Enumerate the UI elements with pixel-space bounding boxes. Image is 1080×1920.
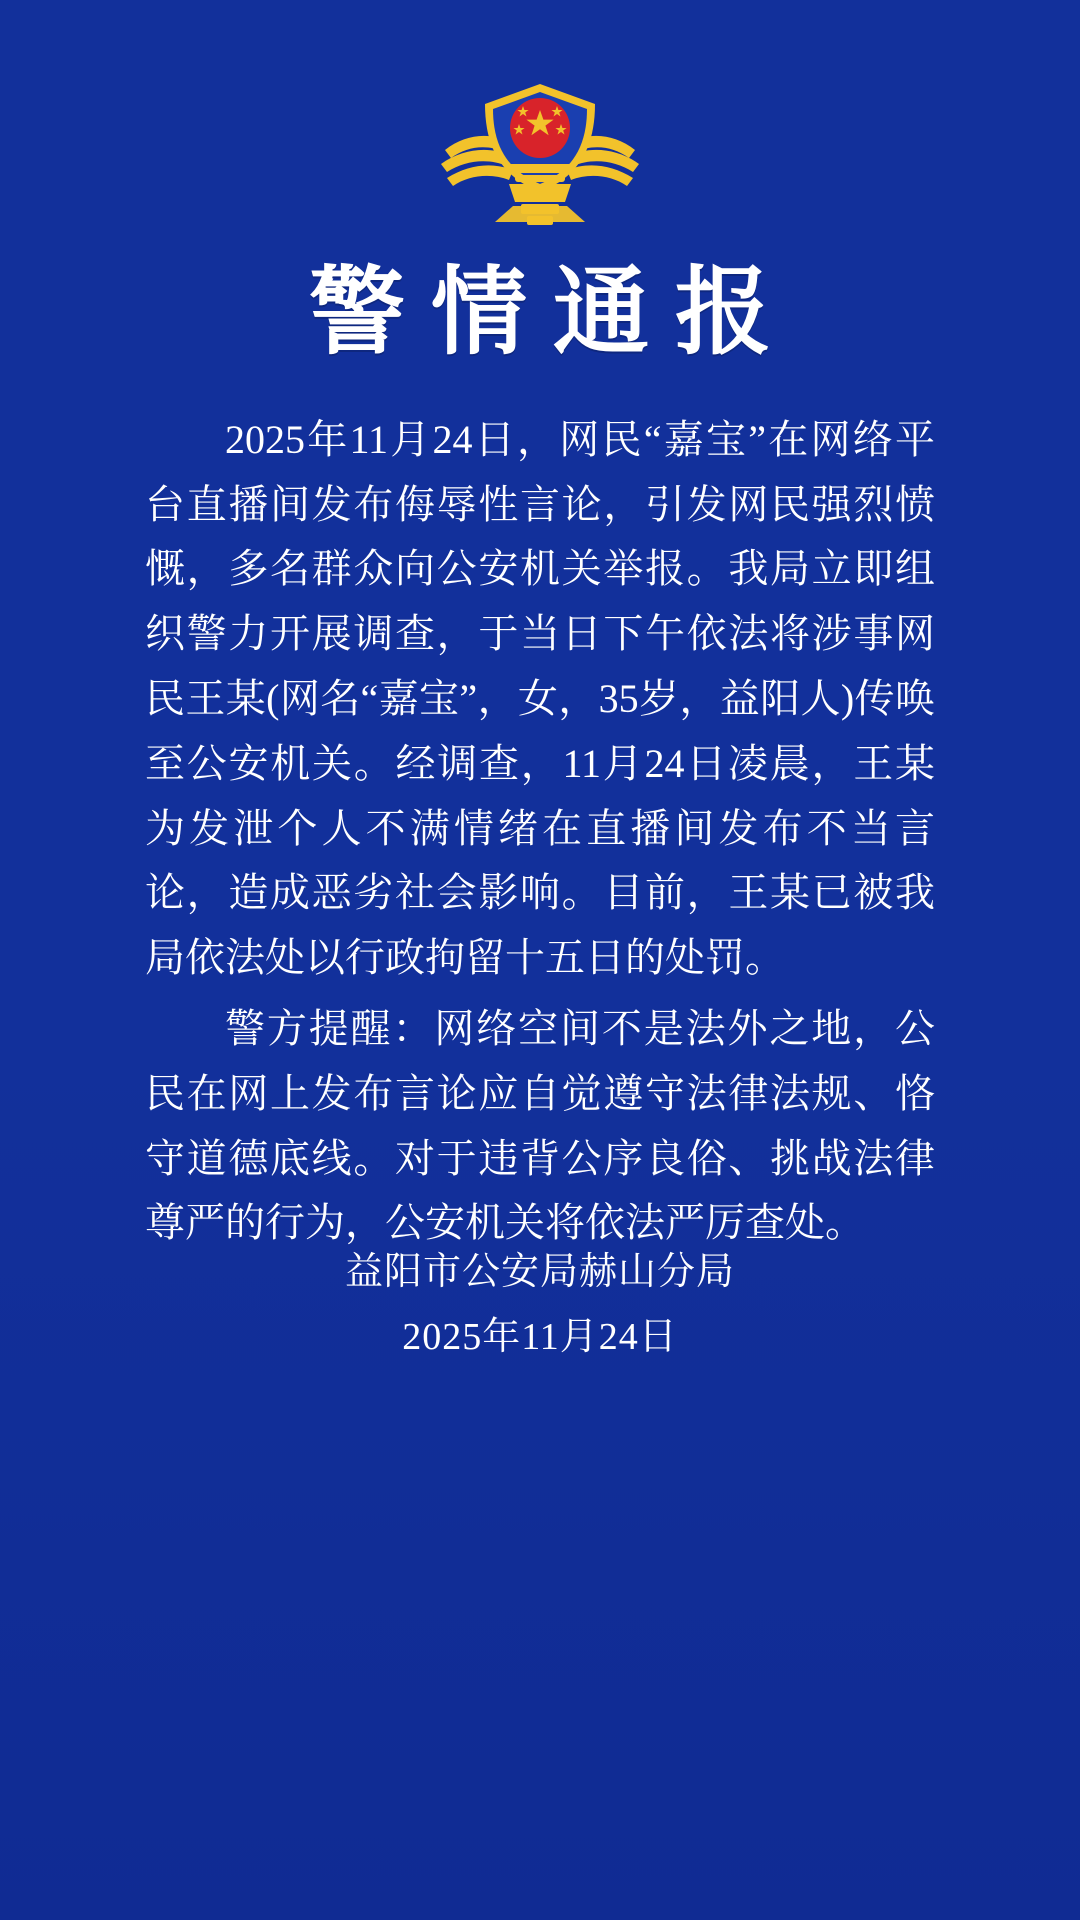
notice-body: [145, 408, 935, 1256]
page-title: 警情通报: [309, 259, 797, 366]
notice-paragraph-2: 警方提醒：网络空间不是法外之地，公民在网上发布言论应自觉遵守法律法规、恪守道德底线。对于违背公序良俗、挑战法律尊严的行为，公安机关将依法严厉查处。: [145, 1005, 935, 1246]
issuing-organization: 益阳市公安局赫山分局: [344, 1251, 735, 1293]
emblem-container: [0, 0, 1080, 237]
notice-paragraph-1: 2025年11月24日，网民“嘉宝”在网络平台直播间发布侮辱性言论，引发网民强烈愤慨，多名群众向公安机关举报。我局立即组织警力开展调查，于当日下午依法将涉事网民王某(网名“嘉宝”，女，35岁，益阳人)传唤至公安机关。经调查，11月24日凌晨，王某为发泄个人不满情绪在直播间发布不当言论，造成恶劣社会影响。目前，王某已被我局依法处以行政拘留十五日的处罚。: [145, 416, 935, 981]
china-police-badge-icon: [435, 72, 645, 237]
signature-block: [0, 1240, 1080, 1369]
issue-date: 2025年11月24日: [402, 1315, 678, 1358]
